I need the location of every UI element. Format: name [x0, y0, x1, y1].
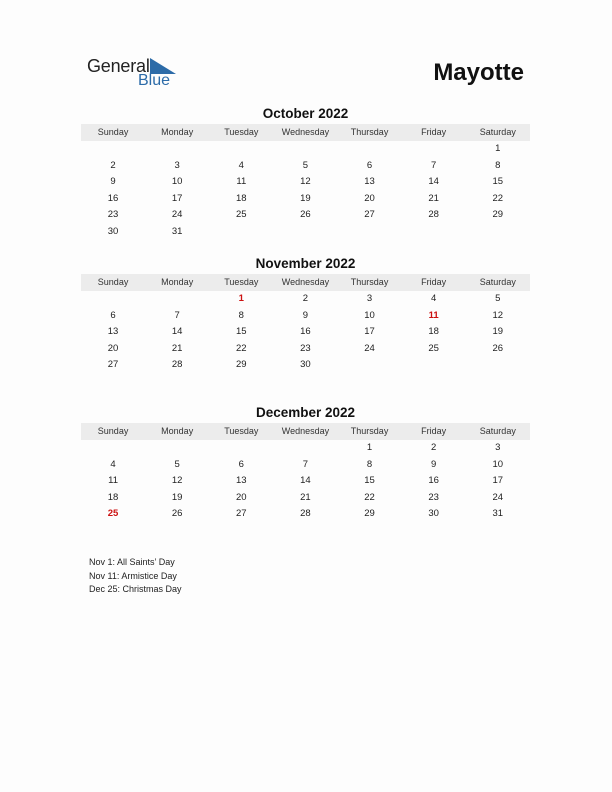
day-cell: 4 — [110, 458, 116, 470]
empty-day-cell — [338, 224, 402, 241]
day-cell: 23 — [428, 491, 439, 503]
week-row — [81, 357, 530, 374]
day-cell: 23 — [107, 209, 119, 221]
day-cell: 26 — [300, 209, 311, 221]
holiday-note: Dec 25: Christmas Day — [89, 584, 182, 594]
day-cell: 13 — [236, 475, 247, 487]
empty-day-cell — [466, 224, 530, 241]
month-november — [81, 254, 530, 374]
weekday-label: Thursday — [350, 277, 389, 287]
day-cell: 7 — [431, 159, 437, 171]
day-cell: 10 — [492, 458, 504, 470]
weekday-label: Tuesday — [224, 426, 259, 436]
day-cell: 23 — [300, 342, 311, 354]
day-cell: 5 — [302, 159, 309, 171]
day-cell: 6 — [366, 159, 373, 171]
weekday-label: Friday — [421, 127, 447, 137]
day-cell: 14 — [300, 475, 311, 487]
weekday-header-row — [81, 274, 530, 291]
day-cell: 17 — [364, 326, 375, 338]
week-row — [81, 473, 530, 490]
empty-day-cell — [81, 141, 145, 158]
week-row — [81, 490, 530, 507]
month-title: October 2022 — [262, 106, 349, 121]
week-row — [81, 308, 530, 325]
day-cell: 30 — [300, 359, 311, 371]
day-cell: 14 — [428, 176, 439, 188]
day-cell: 18 — [236, 192, 247, 204]
weekday-label: Thursday — [350, 127, 389, 137]
holiday-day-cell: 1 — [238, 293, 244, 304]
day-cell: 19 — [492, 326, 504, 338]
day-cell: 30 — [428, 508, 439, 520]
week-row — [81, 141, 530, 158]
weekday-label: Tuesday — [224, 277, 259, 287]
day-cell: 2 — [302, 293, 309, 304]
empty-day-cell — [145, 141, 209, 158]
empty-day-cell — [209, 224, 273, 241]
empty-day-cell — [402, 357, 466, 374]
day-cell: 24 — [171, 209, 183, 221]
day-cell: 1 — [495, 143, 501, 154]
day-cell: 3 — [495, 442, 501, 453]
logo-text-general: General — [87, 56, 150, 76]
holiday-day-cell: 11 — [428, 309, 439, 321]
day-cell: 8 — [238, 309, 244, 321]
day-cell: 22 — [236, 342, 247, 354]
day-cell: 2 — [431, 442, 437, 453]
day-cell: 19 — [300, 192, 311, 204]
day-cell: 16 — [428, 475, 439, 487]
weekday-header-row — [81, 124, 530, 141]
holiday-day-cell: 25 — [107, 508, 119, 520]
day-cell: 20 — [236, 491, 247, 503]
country-title: Mayotte — [433, 59, 524, 86]
weekday-label: Wednesday — [281, 426, 330, 436]
day-cell: 1 — [366, 442, 373, 453]
day-cell: 12 — [492, 309, 504, 321]
weekday-label: Saturday — [479, 277, 516, 287]
weekday-label: Monday — [161, 277, 194, 287]
day-cell: 6 — [110, 309, 116, 321]
day-cell: 22 — [364, 491, 375, 503]
day-cell: 20 — [107, 342, 119, 354]
day-cell: 9 — [110, 176, 116, 188]
day-cell: 15 — [364, 475, 375, 487]
empty-day-cell — [402, 141, 466, 158]
day-cell: 19 — [171, 491, 183, 503]
weekday-label: Sunday — [97, 127, 129, 137]
day-cell: 5 — [174, 458, 180, 470]
week-row — [81, 457, 530, 474]
weekday-label: Tuesday — [224, 127, 259, 137]
week-row — [81, 191, 530, 208]
day-cell: 8 — [366, 458, 373, 470]
day-cell: 2 — [110, 159, 116, 171]
day-cell: 11 — [108, 475, 118, 487]
week-row — [81, 440, 530, 457]
month-title: December 2022 — [255, 405, 356, 420]
day-cell: 28 — [171, 359, 183, 371]
week-row — [81, 174, 530, 191]
day-cell: 29 — [492, 209, 504, 221]
empty-day-cell — [145, 440, 209, 457]
month-december — [81, 403, 530, 523]
weekday-label: Wednesday — [281, 277, 330, 287]
week-row — [81, 291, 530, 308]
day-cell: 12 — [300, 176, 311, 188]
day-cell: 26 — [171, 508, 183, 520]
weekday-header-row — [81, 423, 530, 440]
day-cell: 21 — [300, 491, 311, 503]
week-row — [81, 341, 530, 358]
weekday-label: Wednesday — [281, 127, 330, 137]
day-cell: 12 — [171, 475, 183, 487]
day-cell: 18 — [107, 491, 119, 503]
day-cell: 4 — [238, 159, 244, 171]
day-cell: 29 — [364, 508, 375, 520]
day-cell: 26 — [492, 342, 504, 354]
day-cell: 27 — [364, 209, 375, 221]
empty-day-cell — [273, 224, 337, 241]
day-cell: 10 — [364, 309, 375, 321]
empty-day-cell — [402, 224, 466, 241]
weekday-label: Monday — [161, 426, 194, 436]
day-cell: 18 — [428, 326, 439, 338]
day-cell: 16 — [300, 326, 311, 338]
day-cell: 21 — [428, 192, 439, 204]
day-cell: 16 — [107, 192, 119, 204]
holiday-note: Nov 11: Armistice Day — [89, 570, 177, 581]
empty-day-cell — [81, 440, 145, 457]
week-row — [81, 324, 530, 341]
month-october — [81, 104, 530, 241]
day-cell: 9 — [431, 458, 437, 470]
day-cell: 25 — [428, 342, 439, 354]
day-cell: 24 — [492, 491, 504, 503]
empty-day-cell — [145, 291, 209, 308]
holiday-note: Nov 1: All Saints’ Day — [89, 557, 175, 567]
day-cell: 27 — [107, 359, 119, 371]
empty-day-cell — [273, 440, 337, 457]
day-cell: 28 — [428, 209, 439, 221]
weekday-label: Saturday — [479, 426, 516, 436]
day-cell: 30 — [107, 225, 119, 237]
day-cell: 3 — [174, 159, 180, 171]
weekday-label: Saturday — [479, 127, 516, 137]
week-row — [81, 224, 530, 241]
day-cell: 25 — [236, 209, 247, 221]
day-cell: 13 — [107, 326, 119, 338]
day-cell: 7 — [302, 458, 309, 470]
day-cell: 13 — [364, 176, 375, 188]
day-cell: 22 — [492, 192, 504, 204]
empty-day-cell — [81, 291, 145, 308]
empty-day-cell — [209, 440, 273, 457]
day-cell: 31 — [492, 508, 504, 520]
week-row — [81, 158, 530, 175]
day-cell: 29 — [236, 359, 247, 371]
generalblue-logo — [87, 56, 187, 92]
day-cell: 28 — [300, 508, 311, 520]
day-cell: 21 — [171, 342, 183, 354]
week-row — [81, 506, 530, 523]
day-cell: 8 — [495, 159, 501, 171]
empty-day-cell — [338, 357, 402, 374]
weekday-label: Thursday — [350, 426, 389, 436]
day-cell: 15 — [236, 326, 247, 338]
holiday-notes — [89, 556, 182, 597]
week-row — [81, 207, 530, 224]
day-cell: 10 — [171, 176, 183, 188]
day-cell: 11 — [236, 176, 247, 188]
day-cell: 9 — [302, 309, 309, 321]
day-cell: 14 — [171, 326, 183, 338]
weekday-label: Sunday — [97, 426, 129, 436]
logo-text-blue: Blue — [138, 72, 171, 89]
day-cell: 4 — [431, 293, 437, 304]
day-cell: 17 — [171, 192, 183, 204]
day-cell: 24 — [364, 342, 375, 354]
weekday-label: Friday — [421, 277, 447, 287]
day-cell: 3 — [366, 293, 373, 304]
day-cell: 27 — [236, 508, 247, 520]
weekday-label: Monday — [161, 127, 194, 137]
day-cell: 20 — [364, 192, 375, 204]
empty-day-cell — [466, 357, 530, 374]
empty-day-cell — [338, 141, 402, 158]
empty-day-cell — [209, 141, 273, 158]
weekday-label: Sunday — [97, 277, 129, 287]
day-cell: 17 — [492, 475, 504, 487]
day-cell: 31 — [171, 225, 183, 237]
month-title: November 2022 — [255, 256, 356, 271]
weekday-label: Friday — [421, 426, 447, 436]
day-cell: 6 — [238, 458, 244, 470]
day-cell: 5 — [495, 293, 501, 304]
day-cell: 7 — [174, 309, 180, 321]
empty-day-cell — [273, 141, 337, 158]
day-cell: 15 — [492, 176, 504, 188]
